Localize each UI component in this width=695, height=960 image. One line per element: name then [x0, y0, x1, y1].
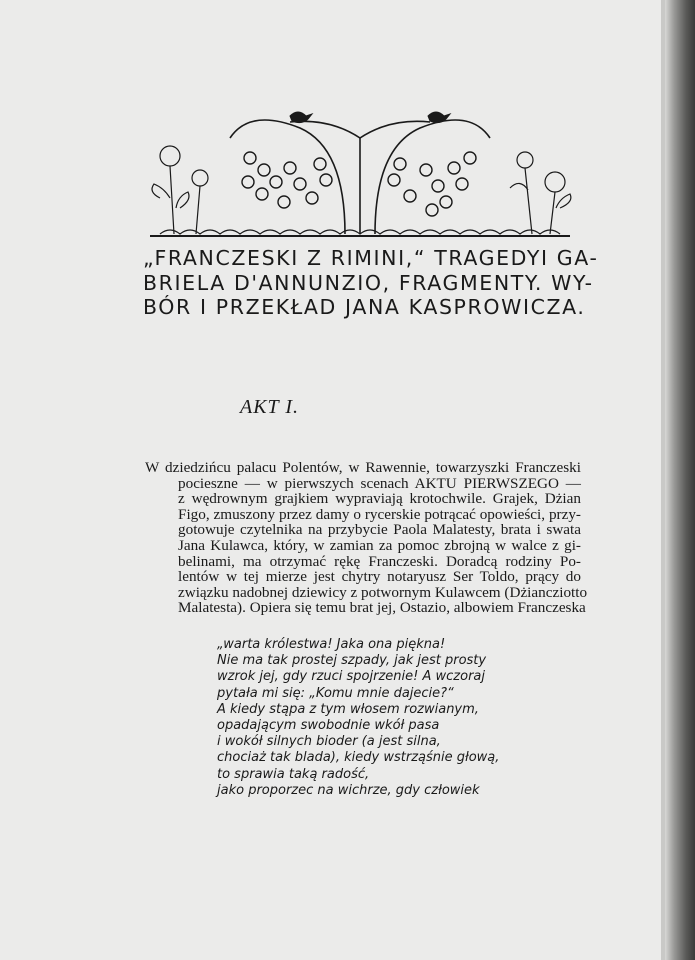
- verse-line: Nie ma tak prostej szpady, jak jest prosty: [217, 653, 487, 669]
- verse-line: pytała mi się: „Komu mnie dajecie?“: [217, 685, 454, 701]
- book-spine-edge: [665, 0, 695, 960]
- verse-line: wzrok jej, gdy rzuci spojrzenie! A wczoraj: [217, 669, 485, 685]
- verse-line: A kiedy stąpa z tym włosem rozwianym,: [217, 701, 479, 717]
- verse-line: „warta królestwa! Jaka ona piękna!: [217, 637, 446, 652]
- title-line: „FRANCZESKI Z RIMINI,“ TRAGEDYI GA-: [143, 246, 599, 270]
- title-line: BRIELA D'ANNUNZIO, FRAGMENTY. WY-: [143, 270, 594, 295]
- paragraph-line: z wędrownym grajkiem wypraviają krotochwile. Grajek, Dżian: [178, 490, 581, 508]
- verse-line: to sprawia taką radość,: [217, 766, 370, 782]
- paragraph-line: Malatesta). Opiera się temu brat jej, Ostazio, albowiem Franczeska: [178, 599, 586, 617]
- paragraph-line: pocieszne — w pierwszych scenach AKTU PIERWSZEGO —: [178, 474, 581, 492]
- paragraph-line: Jana Kulawca, który, w zamian za pomoc zbrojną w walce z gi-: [178, 536, 581, 554]
- floral-ornament: [140, 98, 580, 244]
- paragraph-line: związku nadobnej dziewicy z potwornym Kulawcem (Dżiancziotto: [178, 583, 588, 601]
- paragraph-line: belinami, ma otrzymać rękę Franczeski. Doradcą rodziny Po-: [178, 552, 581, 570]
- paragraph-line: W dziedzińcu palacu Polentów, w Rawennie, towarzyszki Franczeski: [145, 459, 581, 476]
- verse-quote: [217, 637, 499, 799]
- verse-line: i wokół silnych bioder (a jest silna,: [217, 734, 441, 750]
- verse-line: opadającym swobodnie wkół pasa: [217, 718, 440, 734]
- title-line: BÓR I PRZEKŁAD JANA KASPROWICZA.: [143, 295, 586, 319]
- paragraph-line: Figo, zmuszony przez damy o rycerskie potrącać opowieści, przy-: [178, 505, 581, 523]
- act-heading: AKT I.: [240, 396, 299, 418]
- article-title: [143, 246, 599, 320]
- verse-line: chociaż tak blada), kiedy wstrząśnie głową,: [217, 750, 500, 766]
- verse-line: jako proporzec na wichrze, gdy człowiek: [217, 782, 480, 798]
- paragraph-line: lentów w tej mierze jest chytry notaryusz Ser Toldo, prący do: [178, 568, 581, 586]
- paragraph-line: gotowuje czytelnika na przybycie Paola Malatesty, brata i swata: [178, 521, 581, 539]
- summary-paragraph: [145, 459, 588, 617]
